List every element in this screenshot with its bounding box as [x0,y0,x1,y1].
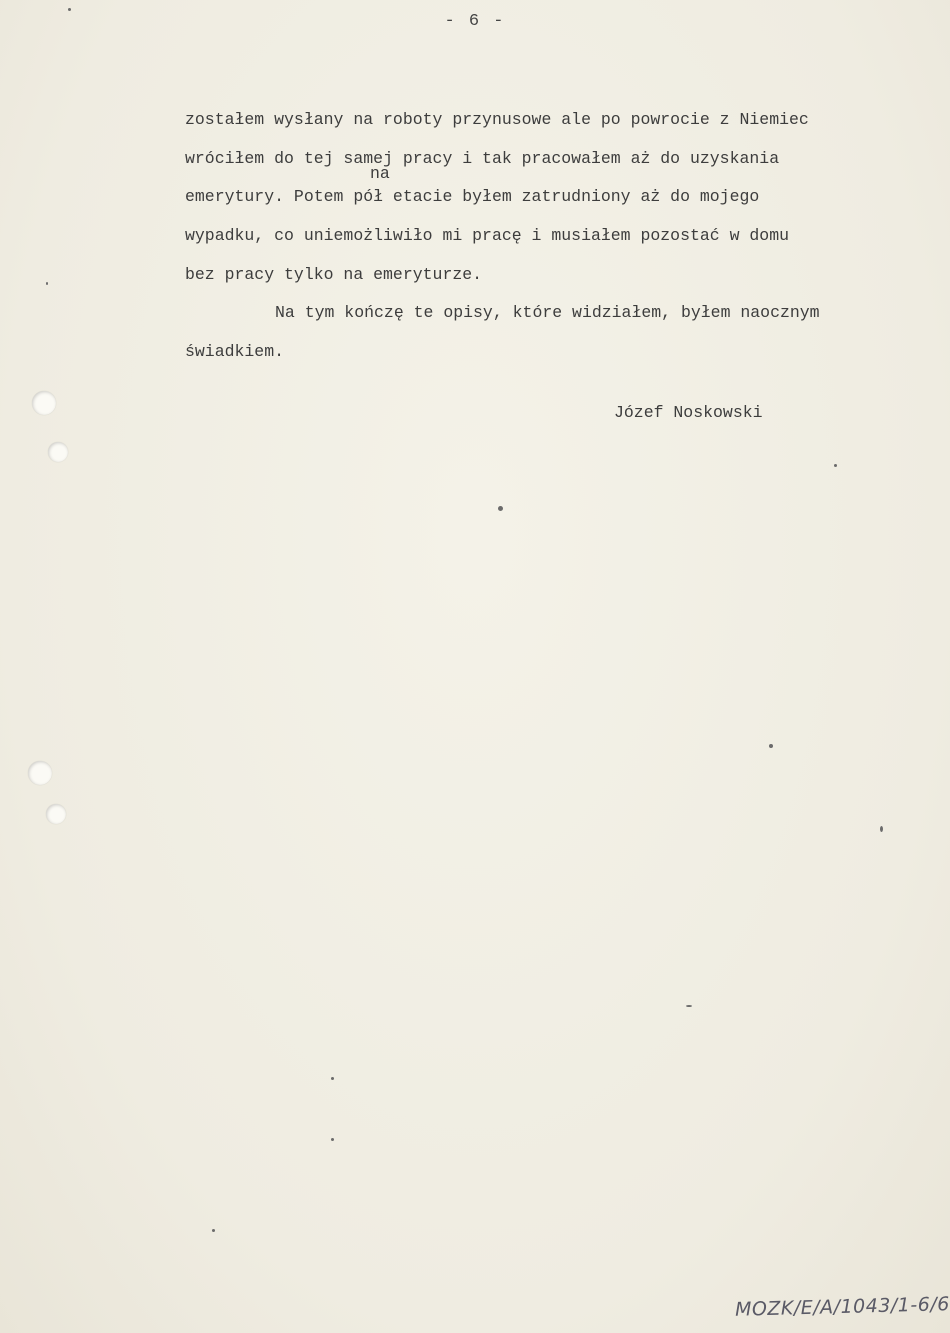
closing-line: świadkiem. [185,342,285,362]
paper-speck [212,1229,215,1232]
body-line: wróciłem do tej samej pracy i tak pracowałem aż do uzyskania [185,148,780,168]
body-line: wypadku, co uniemożliwiło mi pracę i musiałem pozostać w domu [185,226,789,246]
paper-speck [498,506,503,511]
paper-speck [68,8,71,11]
body-line: emerytury. Potem pół etacie byłem zatrudniony aż do mojego [185,187,760,207]
punch-hole [48,442,68,462]
body-line: bez pracy tylko na emeryturze. [185,264,483,284]
body-line: zostałem wysłany na roboty przynusowe ale po powrocie z Niemiec [185,110,809,129]
punch-hole [28,761,52,785]
inserted-word: na [370,164,390,183]
paper-speck [880,826,883,832]
archive-reference: MOZK/E/A/1043/1-6/6 [734,1293,950,1321]
punch-hole [32,391,56,415]
signature: Józef Noskowski [614,403,763,422]
paper-speck [331,1138,334,1141]
paper-speck [46,282,48,285]
punch-hole [46,804,66,824]
paper-speck [834,464,837,467]
paper-speck [686,1005,692,1007]
closing-line: Na tym kończę te opisy, które widziałem, byłem naocznym [275,303,820,323]
body-text [185,106,925,377]
paper-speck [769,744,773,748]
paper-speck [331,1077,334,1080]
page-number: - 6 - [444,12,506,31]
